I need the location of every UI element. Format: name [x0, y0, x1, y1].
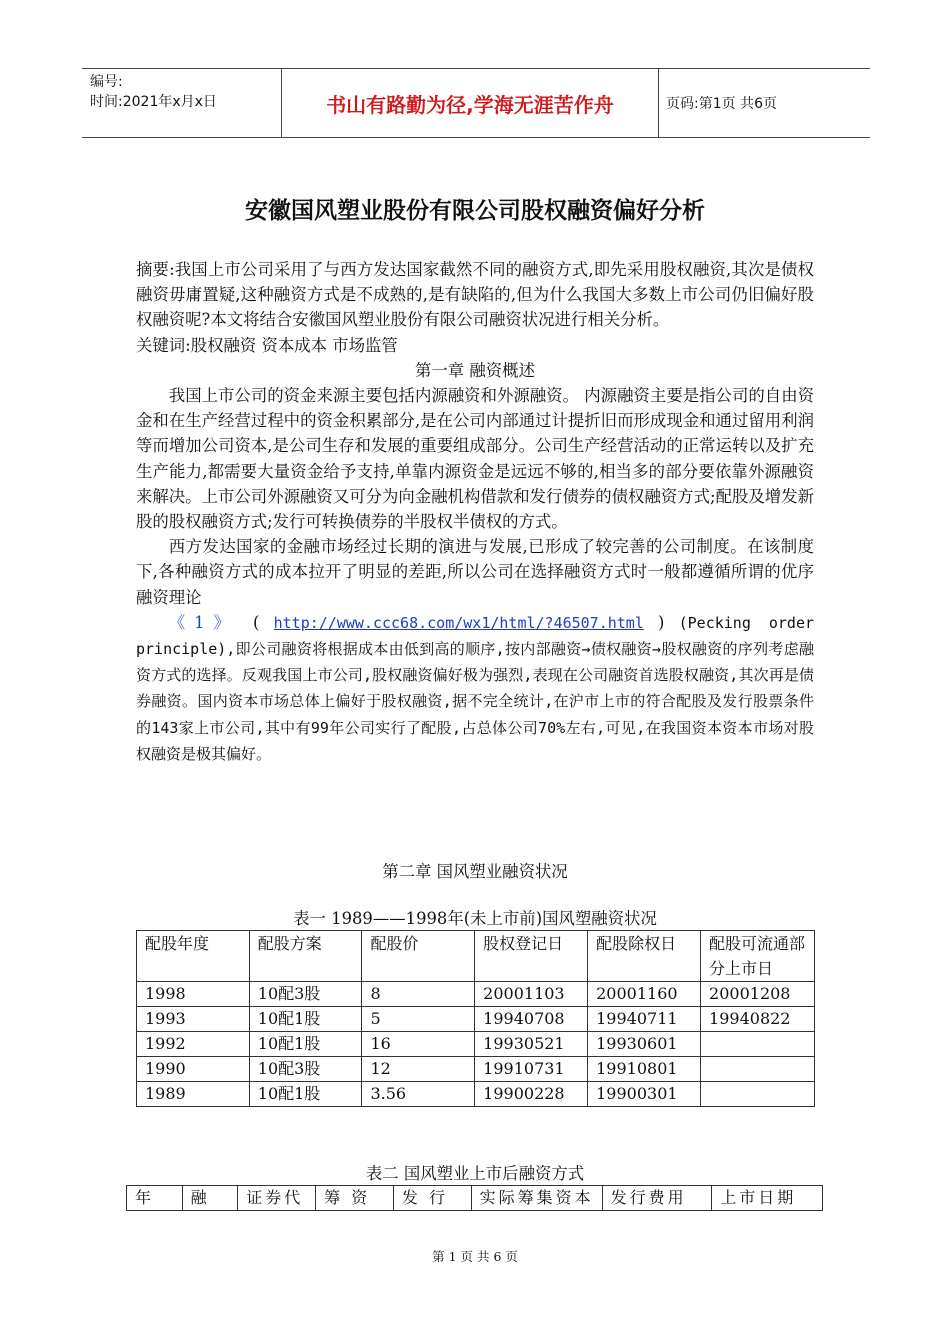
table-cell: 19910731 [475, 1057, 588, 1082]
table2-header-cell: 筹 资 [316, 1186, 394, 1211]
table2-header-row [127, 1186, 823, 1211]
ref-paren-open: ( [253, 612, 260, 632]
abstract: 摘要:我国上市公司采用了与西方发达国家截然不同的融资方式,即先采用股权融资,其次是债权融资毋庸置疑,这种融资方式是不成熟的,是有缺陷的,但为什么我国大多数上市公司仍旧偏好股权融资呢?本文将结合安徽国风塑业股份有限公司融资状况进行相关分析。 [136, 260, 814, 330]
table-row [137, 1057, 815, 1082]
table2-caption: 表二 国风塑业上市后融资方式 [365, 1164, 585, 1183]
table2-header-cell: 证券代 [238, 1186, 316, 1211]
table2-header-cell: 年 [127, 1186, 183, 1211]
chapter1-heading: 第一章 融资概述 [415, 360, 535, 380]
chapter1-para2-continued [136, 610, 814, 767]
table-cell: 1989 [137, 1082, 250, 1107]
table-cell: 20001208 [701, 982, 815, 1007]
table-cell: 10配1股 [249, 1007, 362, 1032]
table-cell: 16 [362, 1032, 475, 1057]
table-cell: 19930601 [588, 1032, 701, 1057]
table1 [136, 930, 815, 1107]
table1-header-cell: 股权登记日 [475, 931, 588, 982]
table1-header-cell: 配股可流通部分上市日 [701, 931, 815, 982]
table1-header-cell: 配股方案 [249, 931, 362, 982]
reference-mark[interactable]: 《1》 [168, 612, 239, 632]
header-motto: 书山有路勤为径,学海无涯苦作舟 [281, 69, 659, 137]
header-time: 时间:2021年x月x日 [90, 94, 217, 110]
table-cell: 10配1股 [249, 1082, 362, 1107]
chapter1-para1: 我国上市公司的资金来源主要包括内源融资和外源融资。 内源融资主要是指公司的自由资金和在生产经营过程中的资金积累部分,是在公司内部通过计提折旧而形成现金和通过留用利润等而增加公司资本,是公司生存和发展的重要组成部分。公司生产经营活动的正常运转以及扩充生产能力,都需要大量资金给予支持,单靠内源资金是远远不够的,相当多的部分要依靠外源融资来解决。上市公司外源融资又可分为向金融机构借款和发行债券的债权融资方式;配股及增发新股的股权融资方式;发行可转换债券的半股权半债权的方式。 [136, 386, 814, 532]
table-row [137, 1082, 815, 1107]
table-cell: 5 [362, 1007, 475, 1032]
table2-header-cell: 发行费用 [602, 1186, 712, 1211]
table-cell [701, 1057, 815, 1082]
table-cell: 19900228 [475, 1082, 588, 1107]
chapter1-para2-tail: (Pecking order principle),即公司融资将根据成本由低到高的顺序,按内部融资→债权融资→股权融资的序列考虑融资方式的选择。反观我国上市公司,股权融资偏好极为强烈,表现在公司融资首选股权融资,其次再是债券融资。国内资本市场总体上偏好于股权融资,据不完全统计,在沪市上市的符合配股及发行股票条件的143家上市公司,其中有99年公司实行了配股,占总体公司70%左右,可见,在我国资本资本市场对股权融资是极其偏好。 [136, 613, 815, 763]
table2 [126, 1185, 823, 1211]
chapter2-heading: 第二章 国风塑业融资状况 [382, 862, 568, 881]
table2-header-cell: 发 行 [393, 1186, 471, 1211]
table-cell: 8 [362, 982, 475, 1007]
table1-header-cell: 配股除权日 [588, 931, 701, 982]
table1-header-cell: 配股年度 [137, 931, 250, 982]
table-cell: 1993 [137, 1007, 250, 1032]
table-cell: 20001103 [475, 982, 588, 1007]
table-cell [701, 1082, 815, 1107]
table-cell: 10配1股 [249, 1032, 362, 1057]
table-cell: 1992 [137, 1032, 250, 1057]
table-cell: 1998 [137, 982, 250, 1007]
table-cell: 1990 [137, 1057, 250, 1082]
table-cell: 10配3股 [249, 1057, 362, 1082]
page-footer: 第 1 页 共 6 页 [432, 1249, 518, 1264]
table-cell: 19940711 [588, 1007, 701, 1032]
page-header [82, 68, 870, 138]
table2-header-cell: 上市日期 [712, 1186, 823, 1211]
ref-paren-close: ) [658, 612, 665, 632]
table-cell: 19940822 [701, 1007, 815, 1032]
table-cell: 3.56 [362, 1082, 475, 1107]
table-cell: 19910801 [588, 1057, 701, 1082]
table1-header-cell: 配股价 [362, 931, 475, 982]
header-page-number: 页码:第1页 共6页 [666, 96, 777, 112]
table-cell: 19940708 [475, 1007, 588, 1032]
table-cell: 19900301 [588, 1082, 701, 1107]
reference-link[interactable]: http://www.ccc68.com/wx1/html/?46507.html [273, 613, 644, 632]
table-row [137, 1032, 815, 1057]
table-cell: 10配3股 [249, 982, 362, 1007]
document-title: 安徽国风塑业股份有限公司股权融资偏好分析 [245, 198, 705, 224]
table2-header-cell: 实际筹集资本 [471, 1186, 602, 1211]
table-cell: 12 [362, 1057, 475, 1082]
header-meta [90, 72, 217, 112]
table-cell: 20001160 [588, 982, 701, 1007]
table-row [137, 1007, 815, 1032]
document-body [136, 257, 814, 767]
table-row [137, 982, 815, 1007]
chapter1-para2: 西方发达国家的金融市场经过长期的演进与发展,已形成了较完善的公司制度。在该制度下,各种融资方式的成本拉开了明显的差距,所以公司在选择融资方式时一般都遵循所谓的优序融资理论 [136, 537, 814, 607]
table1-caption: 表一 1989——1998年(未上市前)国风塑融资状况 [293, 909, 657, 928]
table-cell [701, 1032, 815, 1057]
table1-header-row [137, 931, 815, 982]
keywords: 关键词:股权融资 资本成本 市场监管 [136, 335, 398, 355]
table2-header-cell: 融 [182, 1186, 238, 1211]
table-cell: 19930521 [475, 1032, 588, 1057]
header-number: 编号: [90, 74, 123, 90]
